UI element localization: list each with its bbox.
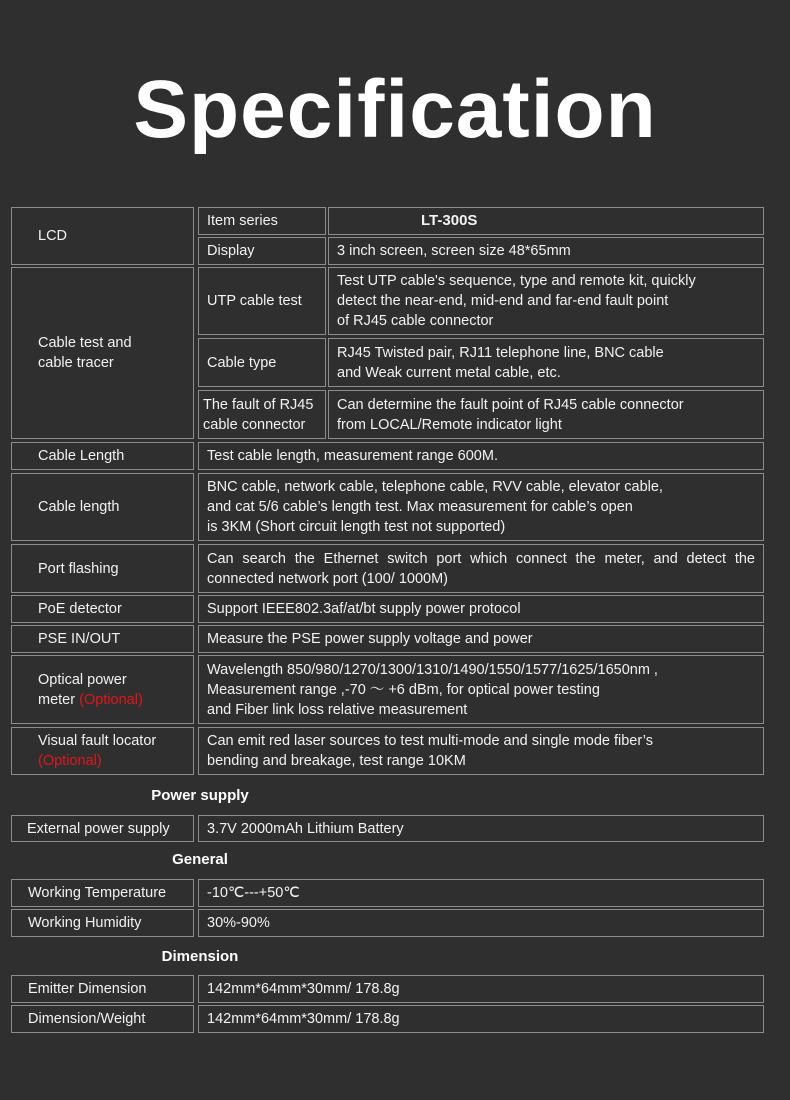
vfl-label-text: Visual fault locator xyxy=(38,733,157,749)
optional-badge: (Optional) xyxy=(79,691,143,708)
optical-power-meter-value xyxy=(198,655,764,724)
port-flashing-text: Can search the Ethernet switch port which connect the meter, and detect the connected network port (100/ 1000M) xyxy=(207,550,755,587)
port-flashing-label: Port flashing xyxy=(11,544,194,593)
visual-fault-locator-value xyxy=(198,727,764,775)
rj45-fault-label-line2: cable connector xyxy=(203,416,306,433)
utp-line3: of RJ45 cable connector xyxy=(337,313,494,329)
utp-line2: detect the near-end, mid-end and far-end fault point xyxy=(337,293,669,309)
port-flashing-value xyxy=(198,544,764,593)
optical-line2: Measurement range ,-70 ～ +6 dBm, for optical power testing xyxy=(207,681,600,698)
cable-type-label: Cable type xyxy=(198,338,326,387)
poe-detector-value: Support IEEE802.3af/at/bt supply power protocol xyxy=(198,595,764,623)
lcd-label xyxy=(11,207,194,265)
cable-length-line1: BNC cable, network cable, telephone cable, RVV cable, elevator cable, xyxy=(207,479,663,495)
cable-type-value xyxy=(328,338,764,387)
cable-length-line3: is 3KM (Short circuit length test not supported) xyxy=(207,519,506,535)
cable-test-label-line1: Cable test and xyxy=(38,335,132,351)
rj45-fault-label xyxy=(198,390,326,439)
item-series-value: LT-300S xyxy=(328,207,764,235)
optional-badge: (Optional) xyxy=(38,753,102,769)
page-title: Specification xyxy=(133,64,657,155)
dimension-weight-label: Dimension/Weight xyxy=(11,1005,194,1033)
cable-length-label: Cable Length xyxy=(11,442,194,470)
cable-type-line2: and Weak current metal cable, etc. xyxy=(337,364,561,381)
cable-length-range-value xyxy=(198,473,764,541)
optical-label-line1: Optical power xyxy=(38,671,127,688)
rj45-fault-value xyxy=(328,390,764,439)
external-power-supply-value: 3.7V 2000mAh Lithium Battery xyxy=(198,815,764,842)
emitter-dimension-value: 142mm*64mm*30mm/ 178.8g xyxy=(198,975,764,1003)
vfl-line1: Can emit red laser sources to test multi-mode and single mode fiber’s xyxy=(207,733,653,749)
utp-cable-test-value xyxy=(328,267,764,335)
cable-length-range-label: Cable length xyxy=(11,473,194,541)
display-label: Display xyxy=(198,237,326,265)
display-value: 3 inch screen, screen size 48*65mm xyxy=(328,237,764,265)
general-heading: General xyxy=(172,851,228,868)
pse-value: Measure the PSE power supply voltage and power xyxy=(198,625,764,653)
rj45-fault-line1: Can determine the fault point of RJ45 cable connector xyxy=(337,396,684,413)
optical-line1: Wavelength 850/980/1270/1300/1310/1490/1550/1577/1625/1650nm , xyxy=(207,661,658,678)
optical-line3: and Fiber link loss relative measurement xyxy=(207,701,468,718)
working-temperature-label: Working Temperature xyxy=(11,879,194,907)
emitter-dimension-label: Emitter Dimension xyxy=(11,975,194,1003)
external-power-supply-label: External power supply xyxy=(11,815,194,842)
cable-test-label-line2: cable tracer xyxy=(38,355,114,371)
working-temperature-value: -10℃---+50℃ xyxy=(198,879,764,907)
rj45-fault-line2: from LOCAL/Remote indicator light xyxy=(337,416,562,433)
cable-length-line2: and cat 5/6 cable’s length test. Max measurement for cable’s open xyxy=(207,499,633,515)
poe-detector-label: PoE detector xyxy=(11,595,194,623)
item-series-label: Item series xyxy=(198,207,326,235)
optical-power-meter-label xyxy=(11,655,194,724)
cable-type-line1: RJ45 Twisted pair, RJ11 telephone line, BNC cable xyxy=(337,344,664,361)
vfl-line2: bending and breakage, test range 10KM xyxy=(207,753,466,769)
lcd-label-text: LCD xyxy=(38,228,68,244)
utp-cable-test-label: UTP cable test xyxy=(198,267,326,335)
optical-label-line2: meter xyxy=(38,691,76,708)
visual-fault-locator-label xyxy=(11,727,194,775)
cable-test-label xyxy=(11,267,194,439)
power-supply-heading: Power supply xyxy=(151,787,249,804)
pse-label: PSE IN/OUT xyxy=(11,625,194,653)
dimension-weight-value: 142mm*64mm*30mm/ 178.8g xyxy=(198,1005,764,1033)
utp-line1: Test UTP cable's sequence, type and remote kit, quickly xyxy=(337,273,696,289)
rj45-fault-label-line1: The fault of RJ45 xyxy=(203,396,314,413)
working-humidity-label: Working Humidity xyxy=(11,909,194,937)
working-humidity-value: 30%-90% xyxy=(198,909,764,937)
dimension-heading: Dimension xyxy=(161,948,239,965)
cable-length-value: Test cable length, measurement range 600M. xyxy=(198,442,764,470)
